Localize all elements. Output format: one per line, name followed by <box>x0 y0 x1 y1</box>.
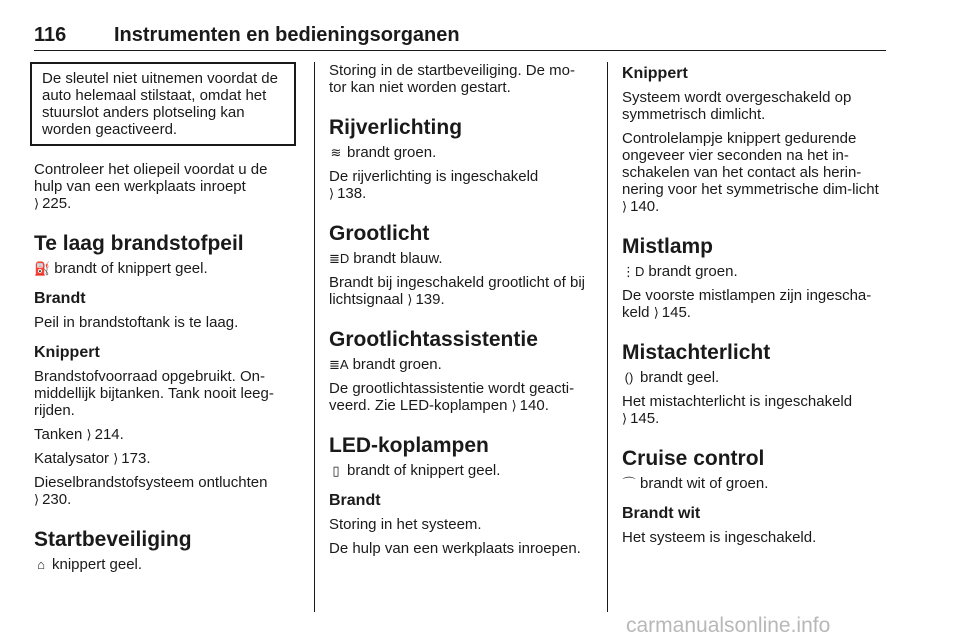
section-heading-immobilizer: Startbeveiliging <box>34 528 192 551</box>
cruise-control-icon: ⌒ <box>622 476 636 491</box>
ref-arrow-icon: ⟩ <box>622 411 628 426</box>
mistachter-status: () brandt geel. <box>622 369 886 386</box>
groot-text: Brandt bij ingeschakeld grootlicht of bij lichtsignaal ⟩ 139. <box>329 274 585 308</box>
rij-status: ≋ brandt groen. <box>330 144 437 161</box>
groot-status: ≣D brandt blauw. <box>329 250 443 267</box>
fuel-pump-icon: ⛽ <box>34 261 51 276</box>
page-number: 116 <box>34 24 67 46</box>
led-headlamp-icon: ▯ <box>332 463 340 478</box>
knippert-text: Systeem wordt overgeschakeld op symmetrisch dimlicht. <box>622 89 852 123</box>
rij-text: De rijverlichting is ingeschakeld ⟩ 138. <box>329 168 539 202</box>
fuel-knippert-text: Brandstofvoorraad opgebruikt. On-middellijk bijtanken. Tank nooit leeg-rijden. <box>34 368 274 419</box>
mistachter-text: Het mistachterlicht is ingeschakeld ⟩ 145. <box>622 393 853 427</box>
section-heading-fuel: Te laag brandstofpeil <box>34 232 244 255</box>
ref-arrow-icon: ⟩ <box>34 196 40 211</box>
led-status: ▯ brandt of knippert geel. <box>329 462 591 479</box>
subheading-knippert: Knippert <box>34 344 100 361</box>
ref-arrow-icon: ⟩ <box>407 292 413 307</box>
mist-status: ⋮D brandt groen. <box>622 263 738 280</box>
note-text: De sleutel niet uitnemen voordat de auto helemaal stilstaat, omdat het stuurslot anders plotseling kan worden geactiveerd. <box>42 70 278 138</box>
column-divider <box>314 62 315 612</box>
ref-arrow-icon: ⟩ <box>511 398 517 413</box>
column-2 <box>329 62 591 564</box>
led-brandt-text2: De hulp van een werkplaats inroepen. <box>329 540 581 557</box>
high-beam-icon: ≣D <box>329 251 350 266</box>
ref-arrow-icon: ⟩ <box>86 427 92 442</box>
katalysator-ref: Katalysator ⟩ 173. <box>34 450 151 467</box>
subheading-knippert: Knippert <box>622 65 688 82</box>
daytime-light-icon: ≋ <box>330 145 342 160</box>
page-title: Instrumenten en bedieningsorganen <box>114 24 460 46</box>
high-beam-assist-icon: ≣A <box>329 357 349 372</box>
column-1 <box>34 62 296 580</box>
fuel-brandt-text: Peil in brandstoftank is te laag. <box>34 314 239 331</box>
fog-light-icon: ⋮D <box>622 264 645 279</box>
cruise-brandt-text: Het systeem is ingeschakeld. <box>622 529 817 546</box>
section-heading-cruise-control: Cruise control <box>622 447 765 470</box>
tanken-ref: Tanken ⟩ 214. <box>34 426 124 443</box>
section-heading-grootlichtassistentie: Grootlichtassistentie <box>329 328 538 351</box>
column-divider <box>607 62 608 612</box>
assist-status: ≣A brandt groen. <box>329 356 442 373</box>
knippert-text2: Controlelampje knippert gedurende ongeveer vier seconden na het in-schakelen van het contact als herin-nering voor het symmetrische dim-licht ⟩ 140. <box>622 130 879 215</box>
ref-arrow-icon: ⟩ <box>653 305 659 320</box>
diesel-ref: Dieselbrandstofsysteem ontluchten ⟩ 230. <box>34 474 268 508</box>
cruise-status: ⌒ brandt wit of groen. <box>622 475 769 492</box>
subheading-brandt-wit: Brandt wit <box>622 505 701 522</box>
page-header <box>34 22 886 51</box>
section-heading-mistachterlicht: Mistachterlicht <box>622 341 771 364</box>
mist-text: De voorste mistlampen zijn ingescha-keld ⟩ 145. <box>622 287 872 321</box>
column-3 <box>622 62 886 553</box>
subheading-brandt: Brandt <box>329 492 381 509</box>
led-brandt-text1: Storing in het systeem. <box>329 516 482 533</box>
ref-arrow-icon: ⟩ <box>329 186 335 201</box>
section-heading-mistlamp: Mistlamp <box>622 235 714 258</box>
oil-paragraph: Controleer het oliepeil voordat u de hulp van een werkplaats inroept ⟩ 225. <box>34 161 268 212</box>
immobilizer-status: ⌂ knippert geel. <box>34 556 296 573</box>
warning-note <box>30 62 296 146</box>
section-heading-grootlicht: Grootlicht <box>329 222 430 245</box>
immobilizer-text: Storing in de startbeveiliging. De mo-tor kan niet worden gestart. <box>329 62 575 96</box>
section-heading-rijverlichting: Rijverlichting <box>329 116 463 139</box>
subheading-brandt: Brandt <box>34 290 86 307</box>
page-ref: 225. <box>42 195 72 212</box>
assist-text: De grootlichtassistentie wordt geacti-veerd. Zie LED-koplampen ⟩ 140. <box>329 380 575 414</box>
ref-arrow-icon: ⟩ <box>113 451 119 466</box>
section-heading-led-koplampen: LED-koplampen <box>329 434 489 457</box>
fuel-status: ⛽ brandt of knippert geel. <box>34 260 208 277</box>
immobilizer-icon: ⌂ <box>37 557 45 572</box>
watermark: carmanualsonline.info <box>626 614 831 637</box>
rear-fog-light-icon: () <box>624 370 634 385</box>
ref-arrow-icon: ⟩ <box>622 199 628 214</box>
ref-arrow-icon: ⟩ <box>34 492 40 507</box>
